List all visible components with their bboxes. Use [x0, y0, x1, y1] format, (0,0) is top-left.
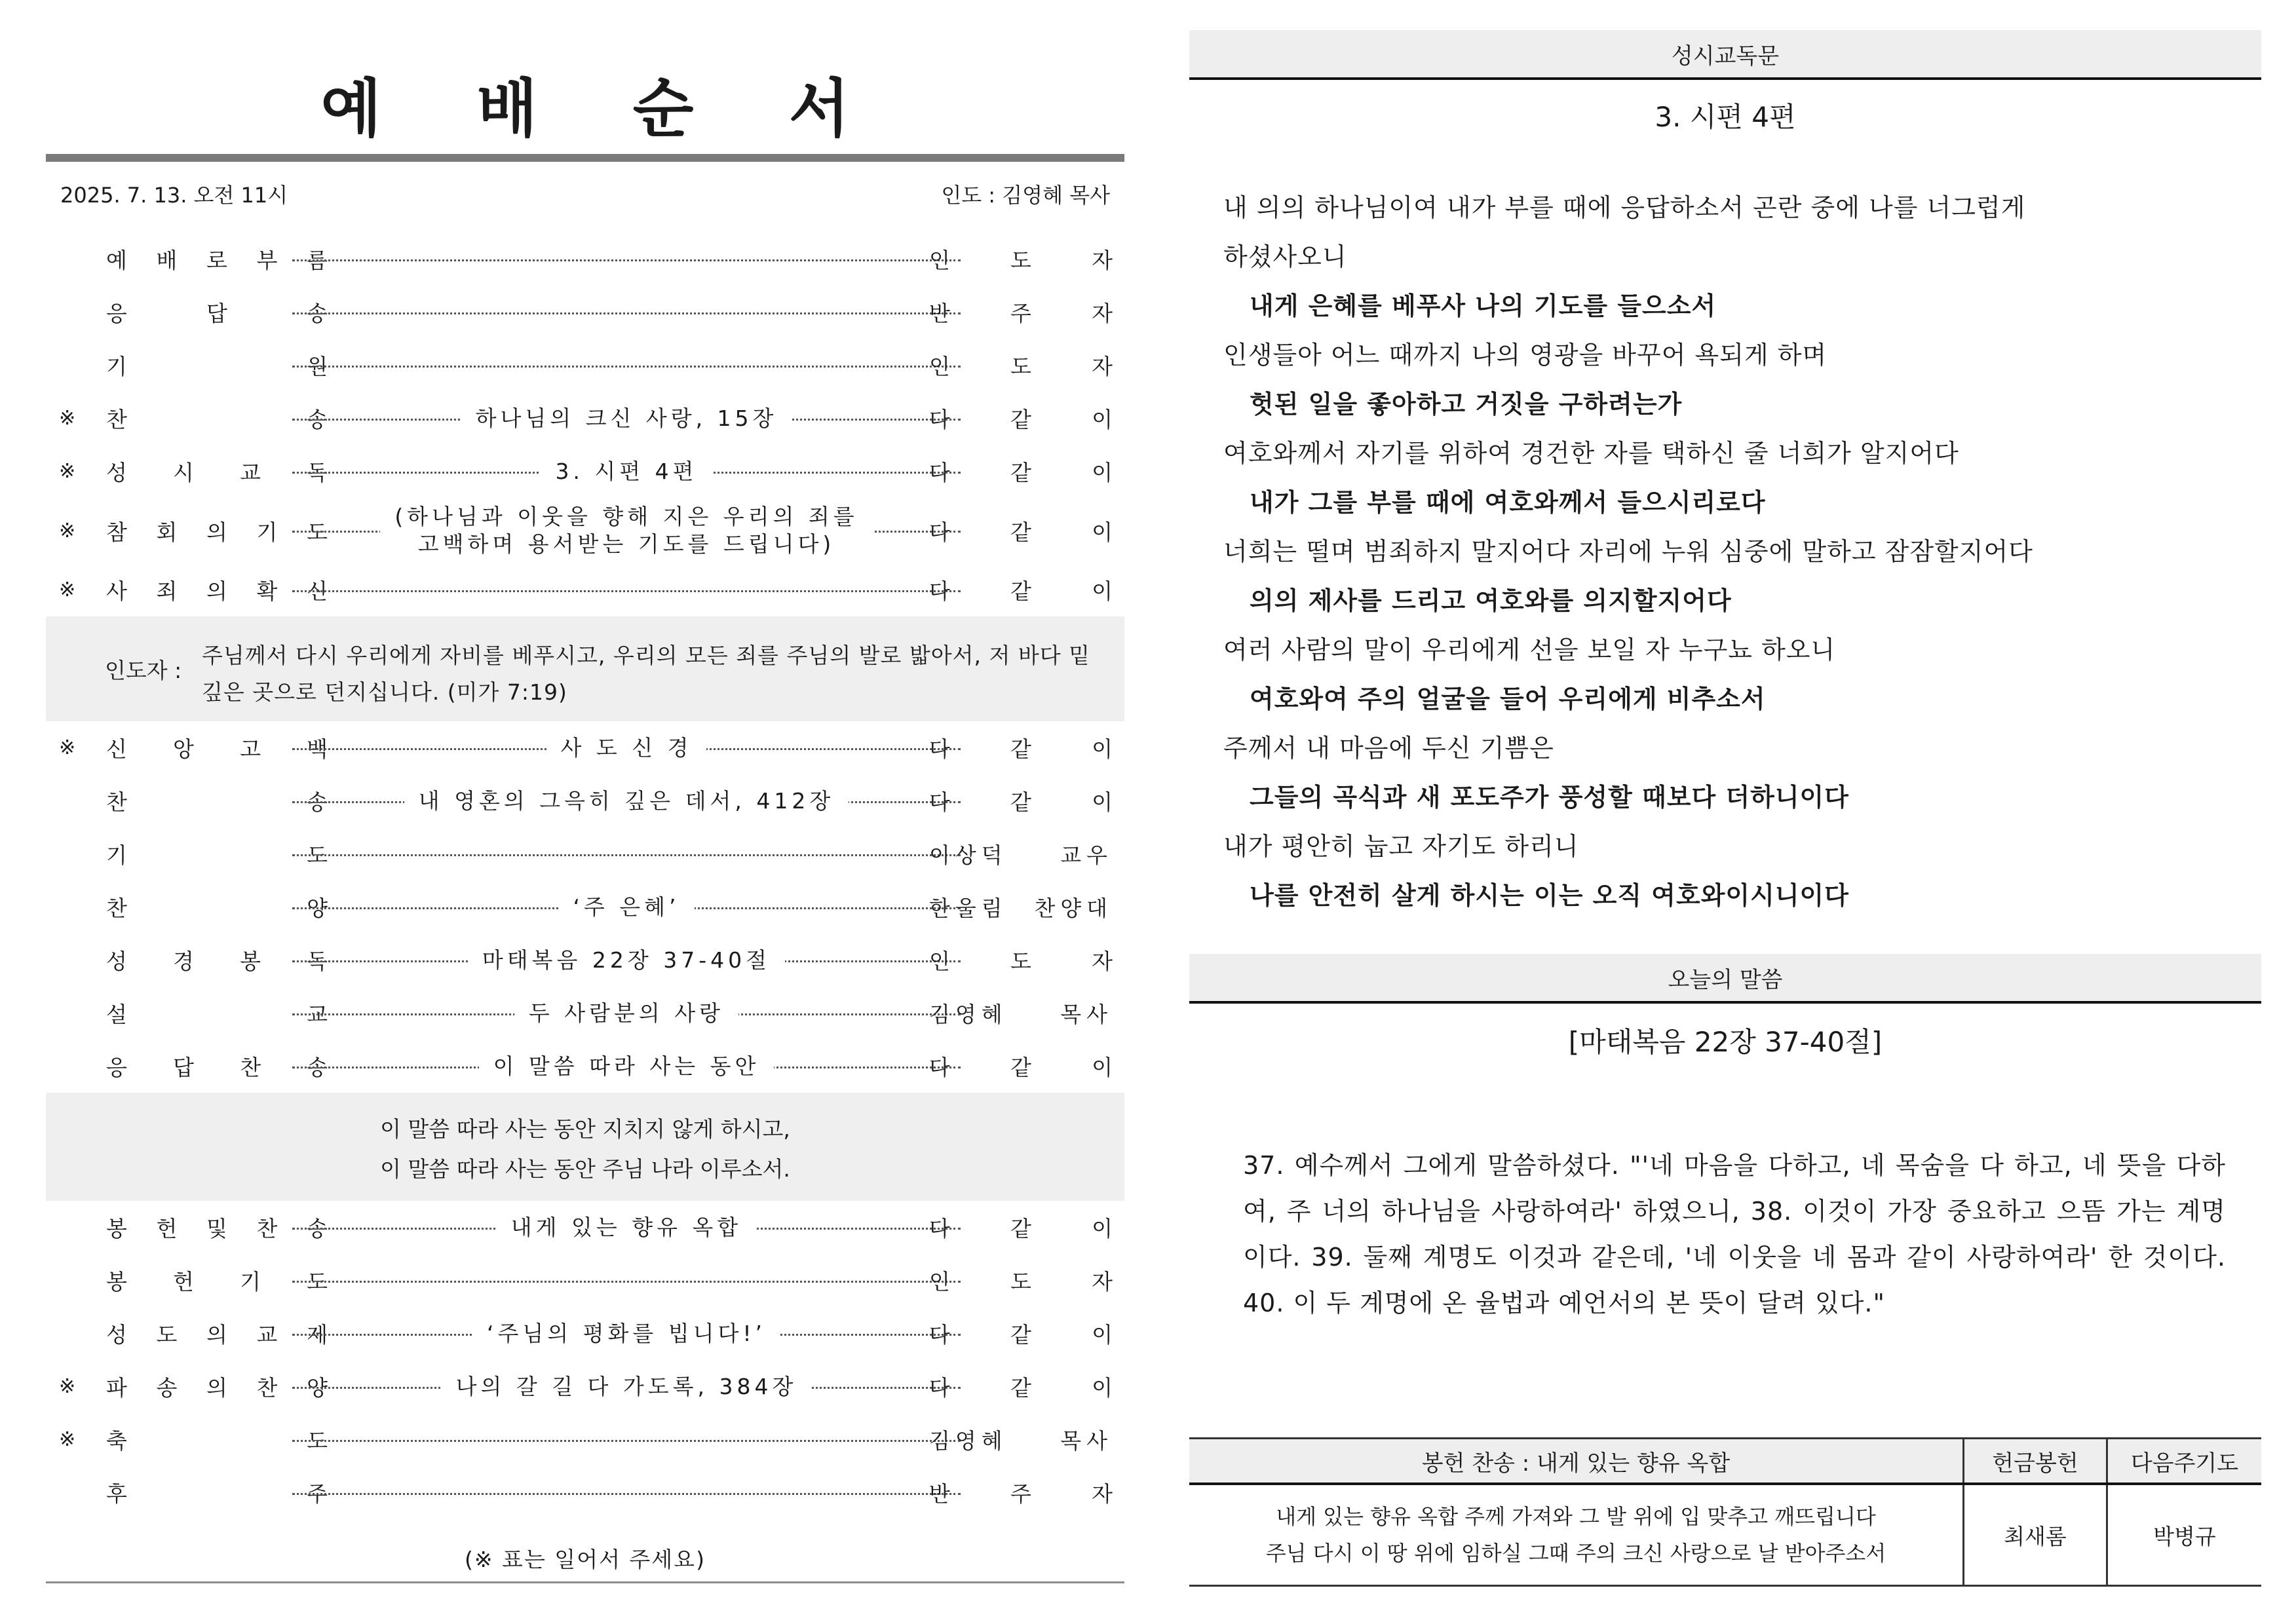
psalm-line-leader: 인생들아 어느 때까지 나의 영광을 바꾸어 욕되게 하며	[1223, 341, 1827, 369]
label-char: 독	[307, 949, 328, 974]
label-char: 의	[206, 519, 227, 545]
order-item-person	[929, 1040, 1113, 1093]
page-title: 예 배 순 서	[320, 72, 887, 145]
person-part: 이	[1092, 1216, 1113, 1241]
label-char: 후	[106, 1481, 127, 1507]
person-part: 이	[1092, 1322, 1113, 1348]
person-part: 인	[929, 1269, 950, 1294]
order-item-detail-text: 내 영혼의 그윽히 깊은 데서, 412장	[404, 787, 849, 815]
label-char: 양	[307, 1375, 328, 1401]
label-char: 사	[106, 578, 127, 604]
order-item	[46, 392, 1124, 445]
person-part: 도	[1010, 354, 1031, 379]
label-char: 회	[156, 519, 178, 545]
label-char: 시	[173, 460, 194, 485]
label-char: 의	[206, 1322, 227, 1348]
order-item	[46, 498, 1124, 563]
label-char: 찬	[256, 1375, 278, 1401]
scripture-reference: [마태복음 22장 37-40절]	[1568, 1026, 1883, 1058]
person-part: 다	[929, 519, 950, 545]
person-part: 자	[1092, 354, 1113, 379]
person-part: 다	[929, 407, 950, 432]
offering-person: 최새롬	[1964, 1484, 2107, 1586]
order-item-person	[929, 233, 1113, 286]
order-item	[46, 880, 1124, 934]
person-part: 자	[1092, 1269, 1113, 1294]
label-char: 양	[307, 896, 328, 921]
person-part: 이	[1092, 1375, 1113, 1401]
person-part: 자	[1092, 248, 1113, 273]
order-group-a	[46, 233, 1124, 616]
person-part: 같	[1010, 789, 1031, 815]
standing-mark: ※	[59, 736, 76, 759]
order-item-detail	[292, 1307, 961, 1360]
psalm-line-leader: 내 의의 하나님이여 내가 부를 때에 응답하소서 곤란 중에 나를 너그럽게	[1223, 193, 2026, 222]
label-char: 백	[307, 736, 328, 762]
offering-header: 헌금봉헌	[1964, 1439, 2107, 1484]
psalm-line-response: 나를 안전히 살게 하시는 이는 오직 여호와이시니이다	[1250, 881, 1849, 910]
person-part: 이	[1092, 789, 1113, 815]
service-leader: 인도 : 김영혜 목사	[941, 183, 1110, 208]
label-char: 기	[106, 842, 127, 868]
person-part: 이	[1092, 519, 1113, 545]
psalm-line-response: 헛된 일을 좋아하고 거짓을 구하려는가	[1250, 390, 1683, 419]
order-item-person	[929, 1413, 1113, 1466]
person-part: 같	[1010, 1322, 1031, 1348]
label-char: 도	[156, 1322, 178, 1348]
label-char: 축	[106, 1428, 127, 1454]
label-char: 찬	[106, 789, 127, 815]
order-item-detail	[292, 445, 961, 498]
offering-hymn-header: 봉헌 찬송 : 내게 있는 향유 옥합	[1189, 1439, 1964, 1484]
person-part: 다	[929, 789, 950, 815]
order-item-detail	[292, 1254, 961, 1307]
offering-hymn-lyrics	[1189, 1484, 1964, 1586]
order-item-person	[929, 1466, 1113, 1519]
label-char: 찬	[256, 1216, 278, 1241]
person-part: 교우	[1060, 842, 1113, 868]
person-part: 인	[929, 354, 950, 379]
person-part: 이	[1092, 460, 1113, 485]
label-char: 답	[173, 1055, 194, 1080]
person-part: 이	[1092, 736, 1113, 762]
psalm-line-response: 그들의 곡식과 새 포도주가 풍성할 때보다 더하니이다	[1250, 783, 1849, 812]
label-char: 도	[307, 1428, 328, 1454]
order-item	[46, 1201, 1124, 1254]
order-item-detail	[292, 339, 961, 392]
person-part: 인	[929, 949, 950, 974]
order-item-detail	[292, 1201, 961, 1254]
person-part: 반	[929, 1481, 950, 1507]
label-char: 교	[240, 460, 261, 485]
order-item-detail	[292, 1466, 961, 1519]
person-part: 같	[1010, 519, 1031, 545]
standing-mark: ※	[59, 407, 76, 430]
person-part: 자	[1092, 301, 1113, 326]
order-item-detail-text: 나의 갈 길 다 가도록, 384장	[442, 1373, 812, 1401]
person-part: 다	[929, 578, 950, 604]
order-item	[46, 774, 1124, 827]
order-item	[46, 934, 1124, 987]
order-item-person	[929, 934, 1113, 987]
next-prayer-person: 박병규	[2107, 1484, 2262, 1586]
order-item-person	[929, 774, 1113, 827]
order-item-detail-text: ‘주 은혜’	[558, 894, 694, 921]
psalm-section-header: 성시교독문	[1189, 30, 2261, 80]
order-item-detail-text: 이 말씀 따라 사는 동안	[479, 1053, 775, 1080]
person-part: 목사	[1060, 1428, 1113, 1454]
person-part: 다	[929, 1055, 950, 1080]
order-item-person	[929, 498, 1113, 563]
standing-mark: ※	[59, 578, 76, 601]
person-part: 도	[1010, 248, 1031, 273]
scripture-text: 37. 예수께서 그에게 말씀하셨다. "'네 마음을 다하고, 네 목숨을 다 하고, 네 뜻을 다하여, 주 너의 하나님을 사랑하여라' 하였으니, 38. 이것이 가장 중요하고 으뜸 가는 계명이다. 39. 둘째 계명도 이것과 같은데, '네 이웃을 네 몸과 같이 사랑하여라' 한 것이다. 40. 이 두 계명에 온 율법과 예언서의 본 뜻이 달려 있다."	[1243, 1151, 2226, 1317]
label-char: 찬	[240, 1055, 261, 1080]
order-item-detail	[292, 721, 961, 774]
label-char: 및	[206, 1216, 227, 1241]
label-char: 의	[206, 578, 227, 604]
order-item-detail-text: ‘주님의 평화를 빕니다!’	[472, 1320, 780, 1348]
lyric-line-2: 주님 다시 이 땅 위에 임하실 그때 주의 크신 사랑으로 날 받아주소서	[1265, 1541, 1886, 1566]
next-prayer-header: 다음주기도	[2107, 1439, 2262, 1484]
label-char: 죄	[156, 578, 178, 604]
response-box	[46, 1093, 1124, 1201]
order-item	[46, 1360, 1124, 1413]
standing-note: (※ 표는 일어서 주세요)	[465, 1547, 706, 1572]
person-part: 이	[1092, 407, 1113, 432]
label-char: 제	[307, 1322, 328, 1348]
psalm-line-leader: 여러 사람의 말이 우리에게 선을 보일 자 누구뇨 하오니	[1223, 635, 1836, 664]
label-char: 신	[106, 736, 127, 762]
label-char: 성	[106, 460, 127, 485]
label-char: 도	[307, 842, 328, 868]
order-item	[46, 286, 1124, 339]
label-char: 배	[156, 248, 178, 273]
person-part: 다	[929, 1375, 950, 1401]
label-char: 교	[256, 1322, 278, 1348]
order-item-detail	[292, 392, 961, 445]
person-part: 도	[1010, 1269, 1031, 1294]
lyric-line-1: 내게 있는 향유 옥합 주께 가져와 그 발 위에 입 맞추고 깨뜨립니다	[1276, 1504, 1876, 1529]
psalm-line-response: 내가 그를 부를 때에 여호와께서 들으시리로다	[1250, 488, 1766, 517]
order-item-person	[929, 1307, 1113, 1360]
label-char: 확	[256, 578, 278, 604]
standing-mark: ※	[59, 460, 76, 483]
label-char: 도	[307, 1269, 328, 1294]
order-item	[46, 339, 1124, 392]
label-char: 헌	[173, 1269, 194, 1294]
label-char: 파	[106, 1375, 127, 1401]
bottom-divider	[46, 1581, 1124, 1583]
label-char: 성	[106, 949, 127, 974]
person-part: 자	[1092, 1481, 1113, 1507]
person-part: 이	[1092, 578, 1113, 604]
order-item-detail	[292, 1413, 961, 1466]
person-part: 같	[1010, 578, 1031, 604]
label-char: 응	[106, 1055, 127, 1080]
order-item-detail	[292, 987, 961, 1040]
psalm-line-leader: 하셨사오니	[1223, 242, 1347, 271]
psalm-line-leader: 여호와께서 자기를 위하여 경건한 자를 택하신 줄 너희가 알지어다	[1223, 439, 1959, 468]
label-char: 로	[206, 248, 227, 273]
order-item-person	[929, 1360, 1113, 1413]
label-char: 송	[307, 789, 328, 815]
order-item-detail	[292, 286, 961, 339]
person-part: 자	[1092, 949, 1113, 974]
person-part: 찬양대	[1034, 896, 1113, 921]
order-item-detail-text: 두 사람분의 사랑	[514, 1000, 738, 1027]
word-section-header: 오늘의 말씀	[1189, 954, 2261, 1004]
order-list	[46, 233, 1124, 1519]
label-char: 교	[307, 1002, 328, 1027]
label-char: 송	[156, 1375, 178, 1401]
person-part: 같	[1010, 736, 1031, 762]
person-part: 김영혜	[929, 1428, 1008, 1454]
standing-mark: ※	[59, 1428, 76, 1451]
person-part: 같	[1010, 460, 1031, 485]
label-char: 부	[256, 248, 278, 273]
order-item-detail	[292, 563, 961, 616]
order-item-detail	[292, 1040, 961, 1093]
person-part: 이상덕	[929, 842, 1008, 868]
order-item-person	[929, 880, 1113, 934]
person-part: 같	[1010, 1216, 1031, 1241]
order-item-detail-text: 3. 시편 4편	[541, 458, 712, 485]
order-item-person	[929, 392, 1113, 445]
person-part: 인	[929, 248, 950, 273]
order-item-detail	[292, 827, 961, 880]
response-line-1: 이 말씀 따라 사는 동안 지치지 않게 하시고,	[380, 1116, 790, 1142]
order-item-person	[929, 827, 1113, 880]
order-item-detail-text: 마태복음 22장 37-40절	[468, 947, 785, 974]
order-item	[46, 1040, 1124, 1093]
order-item-detail	[292, 774, 961, 827]
person-part: 주	[1010, 1481, 1031, 1507]
label-char: 의	[206, 1375, 227, 1401]
order-item	[46, 1413, 1124, 1466]
label-char: 찬	[106, 407, 127, 432]
absolution-box	[46, 616, 1124, 721]
order-group-b	[46, 721, 1124, 1093]
label-char: 독	[307, 460, 328, 485]
order-item-detail	[292, 498, 961, 563]
order-item-person	[929, 286, 1113, 339]
psalm-line-response: 내게 은혜를 베푸사 나의 기도를 들으소서	[1250, 292, 1717, 320]
label-char: 송	[307, 1216, 328, 1241]
label-char: 참	[106, 519, 127, 545]
psalm-reading	[1223, 183, 2246, 920]
title-divider	[46, 154, 1124, 162]
absolution-label: 인도자 :	[105, 657, 182, 683]
order-item-person	[929, 721, 1113, 774]
person-part: 같	[1010, 1055, 1031, 1080]
response-line-2: 이 말씀 따라 사는 동안 주님 나라 이루소서.	[380, 1156, 790, 1182]
person-part: 다	[929, 460, 950, 485]
psalm-line-response: 여호와여 주의 얼굴을 들어 우리에게 비추소서	[1250, 685, 1766, 713]
psalm-line-response: 의의 제사를 드리고 여호와를 의지할지어다	[1250, 586, 1732, 615]
person-part: 한울림	[929, 896, 1008, 921]
label-char: 봉	[106, 1269, 127, 1294]
label-char: 도	[307, 519, 328, 545]
absolution-text: 주님께서 다시 우리에게 자비를 베푸시고, 우리의 모든 죄를 주님의 발로 밟아서, 저 바다 밑 깊은 곳으로 던지십니다. (미가 7:19)	[202, 643, 1090, 705]
person-part: 이	[1092, 1055, 1113, 1080]
label-char: 송	[307, 407, 328, 432]
label-char: 름	[307, 248, 328, 273]
person-part: 같	[1010, 407, 1031, 432]
order-item	[46, 1307, 1124, 1360]
offering-table	[1189, 1437, 2261, 1587]
order-item-detail-text: 사 도 신 경	[546, 734, 707, 762]
label-char: 기	[106, 354, 127, 379]
person-part: 도	[1010, 949, 1031, 974]
order-item	[46, 721, 1124, 774]
person-part: 같	[1010, 1375, 1031, 1401]
order-item	[46, 1466, 1124, 1519]
order-item-person	[929, 987, 1113, 1040]
order-item	[46, 445, 1124, 498]
order-item-detail	[292, 1360, 961, 1413]
label-char: 응	[106, 301, 127, 326]
person-part: 목사	[1060, 1002, 1113, 1027]
order-item	[46, 563, 1124, 616]
order-item	[46, 1254, 1124, 1307]
order-item-detail	[292, 934, 961, 987]
order-item-detail-text: 하나님의 크신 사랑, 15장	[461, 405, 792, 432]
service-date: 2025. 7. 13. 오전 11시	[60, 183, 288, 208]
psalm-title: 3. 시편 4편	[1655, 101, 1796, 133]
order-item	[46, 233, 1124, 286]
order-item-person	[929, 339, 1113, 392]
label-char: 봉	[240, 949, 261, 974]
order-item	[46, 987, 1124, 1040]
standing-mark: ※	[59, 519, 76, 542]
label-char: 예	[106, 248, 127, 273]
person-part: 반	[929, 301, 950, 326]
label-char: 설	[106, 1002, 127, 1027]
order-group-c	[46, 1201, 1124, 1519]
label-char: 경	[173, 949, 194, 974]
label-char: 기	[240, 1269, 261, 1294]
order-item-person	[929, 1254, 1113, 1307]
label-char: 찬	[106, 896, 127, 921]
order-item-person	[929, 445, 1113, 498]
standing-mark: ※	[59, 1375, 76, 1398]
psalm-line-leader: 주께서 내 마음에 두신 기쁨은	[1223, 734, 1554, 763]
label-char: 주	[307, 1481, 328, 1507]
person-part: 주	[1010, 301, 1031, 326]
order-item	[46, 827, 1124, 880]
readings-page	[1189, 0, 2261, 1624]
order-item-person	[929, 563, 1113, 616]
label-char: 송	[307, 1055, 328, 1080]
label-char: 송	[307, 301, 328, 326]
label-char: 기	[256, 519, 278, 545]
psalm-line-leader: 너희는 떨며 범죄하지 말지어다 자리에 누워 심중에 말하고 잠잠할지어다	[1223, 537, 2033, 566]
label-char: 고	[240, 736, 261, 762]
order-item-detail-text: (하나님과 이웃을 향해 지은 우리의 죄를 고백하며 용서받는 기도를 드립니다)	[380, 503, 872, 558]
psalm-line-leader: 내가 평안히 눕고 자기도 하리니	[1223, 832, 1579, 861]
label-char: 헌	[156, 1216, 178, 1241]
order-of-worship-page	[46, 0, 1124, 1624]
label-char: 봉	[106, 1216, 127, 1241]
person-part: 다	[929, 1322, 950, 1348]
label-char: 성	[106, 1322, 127, 1348]
order-item-detail	[292, 233, 961, 286]
order-item-detail	[292, 880, 961, 934]
label-char: 앙	[173, 736, 194, 762]
order-item-detail-text: 내게 있는 향유 옥합	[497, 1214, 757, 1241]
label-char: 원	[307, 354, 328, 379]
person-part: 다	[929, 1216, 950, 1241]
label-char: 신	[307, 578, 328, 604]
label-char: 답	[206, 301, 227, 326]
order-item-person	[929, 1201, 1113, 1254]
person-part: 다	[929, 736, 950, 762]
person-part: 김영혜	[929, 1002, 1008, 1027]
